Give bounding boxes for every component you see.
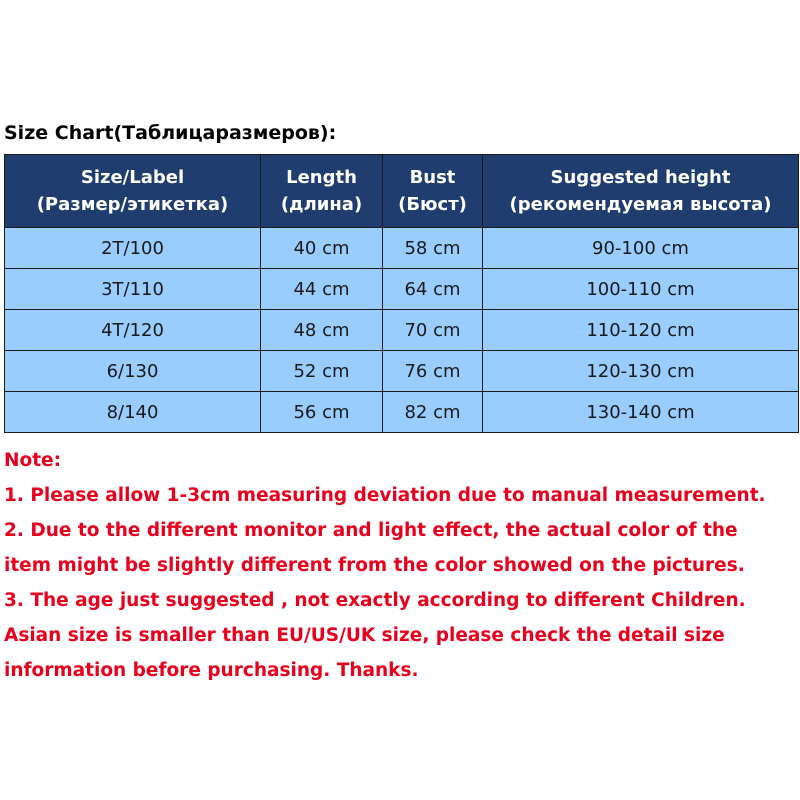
cell-size-label: 8/140 [5,392,261,433]
notes-heading: Note: [4,450,61,471]
table-row [5,310,799,351]
table-row [5,228,799,269]
cell-length: 40 cm [261,228,383,269]
cell-size-label: 3T/110 [5,269,261,310]
note-line: item might be slightly different from the color showed on the pictures. [4,555,745,576]
table-row [5,351,799,392]
header-length [261,155,383,228]
cell-bust: 76 cm [383,351,483,392]
cell-bust: 58 cm [383,228,483,269]
cell-bust: 70 cm [383,310,483,351]
header-line: Bust [409,167,456,188]
size-chart-title: Size Chart(Таблицаразмеров): [4,122,337,144]
header-line: Suggested height [550,167,731,188]
cell-bust: 64 cm [383,269,483,310]
note-line: 2. Due to the different monitor and light effect, the actual color of the [4,520,738,541]
cell-size-label: 6/130 [5,351,261,392]
header-line: (Размер/этикетка) [36,194,229,215]
header-line: (Бюст) [398,194,467,215]
cell-length: 44 cm [261,269,383,310]
cell-suggested-height: 100-110 cm [483,269,799,310]
header-suggested-height [483,155,799,228]
note-line: 1. Please allow 1-3cm measuring deviation due to manual measurement. [4,485,766,506]
header-line: Length [286,167,357,188]
note-line: 3. The age just suggested , not exactly according to different Children. [4,590,746,611]
cell-suggested-height: 110-120 cm [483,310,799,351]
cell-suggested-height: 120-130 cm [483,351,799,392]
cell-length: 56 cm [261,392,383,433]
cell-length: 52 cm [261,351,383,392]
header-size-label [5,155,261,228]
table-row [5,269,799,310]
cell-size-label: 4T/120 [5,310,261,351]
cell-suggested-height: 130-140 cm [483,392,799,433]
size-chart-table [4,154,799,433]
note-line: Asian size is smaller than EU/US/UK size, please check the detail size [4,625,725,646]
header-bust [383,155,483,228]
notes-section [4,443,798,688]
cell-bust: 82 cm [383,392,483,433]
header-line: (рекомендуемая высота) [509,194,772,215]
cell-length: 48 cm [261,310,383,351]
table-header-row [5,155,799,228]
cell-suggested-height: 90-100 cm [483,228,799,269]
header-line: Size/Label [80,167,185,188]
cell-size-label: 2T/100 [5,228,261,269]
note-line: information before purchasing. Thanks. [4,660,419,681]
table-row [5,392,799,433]
header-line: (длина) [280,194,363,215]
